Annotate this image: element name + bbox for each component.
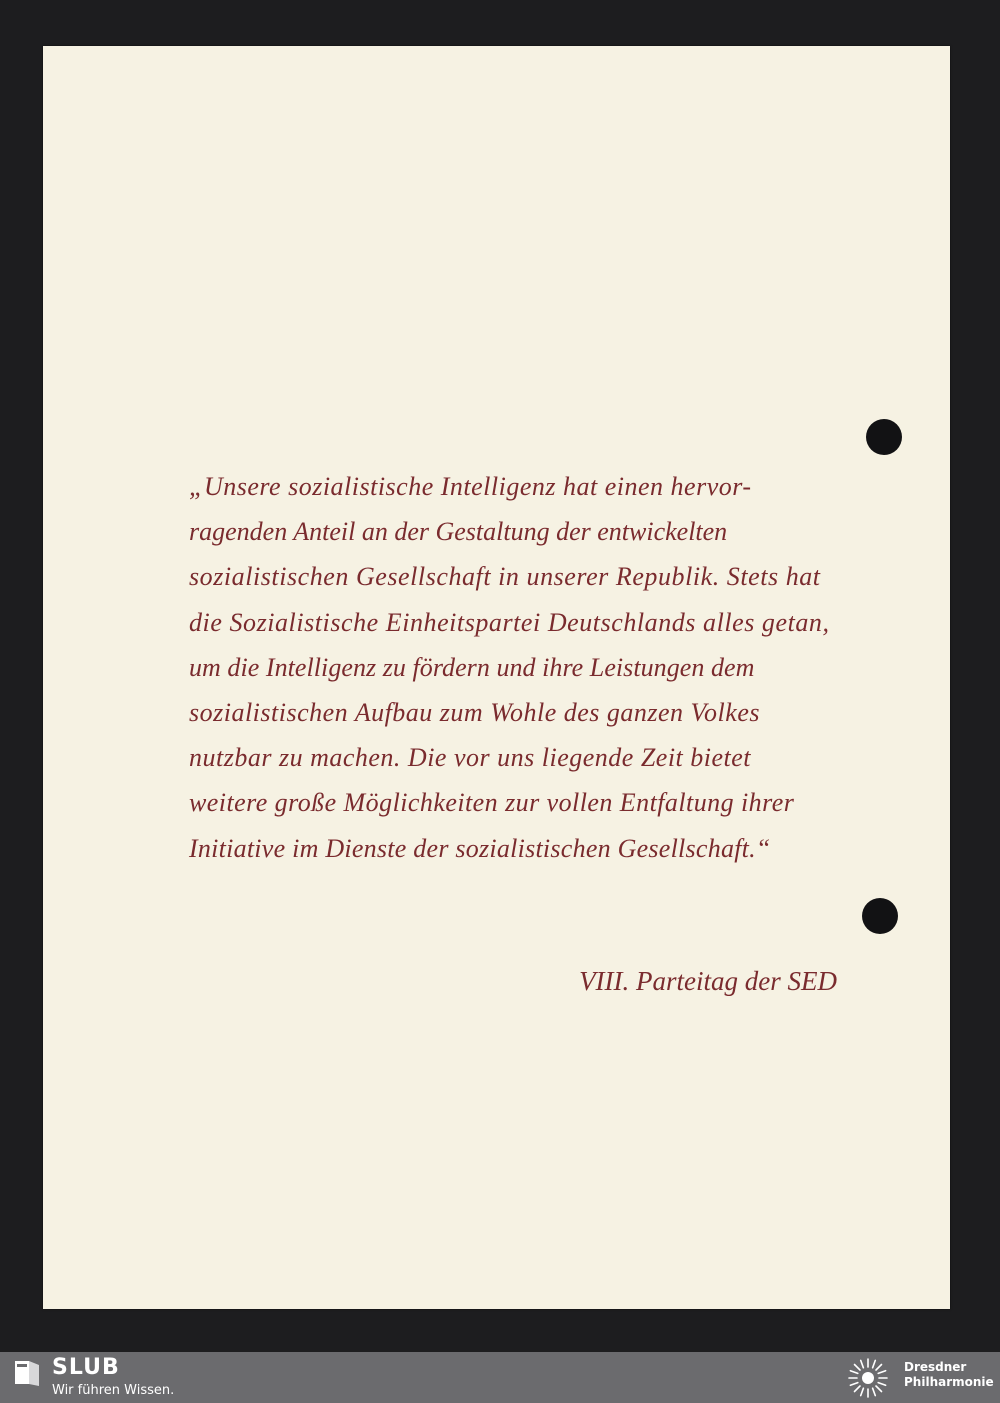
- quote-line: ragenden Anteil an der Gestaltung der entwickelten: [189, 517, 728, 547]
- partner-name-line1: Dresdner: [904, 1360, 967, 1374]
- library-tagline: Wir führen Wissen.: [52, 1383, 175, 1398]
- quote-line: die Sozialistische Einheitspartei Deutschlands alles getan,: [189, 607, 830, 637]
- library-name[interactable]: SLUB: [52, 1355, 120, 1380]
- quote-attribution: VIII. Parteitag der SED: [579, 966, 837, 996]
- document-page: [43, 46, 950, 1309]
- quote-block: [189, 464, 849, 871]
- slub-logo-icon[interactable]: [12, 1357, 42, 1387]
- footer-bar: [0, 1352, 1000, 1403]
- quote-line: weitere große Möglichkeiten zur vollen Entfaltung ihrer: [189, 788, 795, 818]
- quote-line: nutzbar zu machen. Die vor uns liegende Zeit bietet: [189, 743, 752, 773]
- partner-name[interactable]: [904, 1360, 994, 1390]
- philharmonie-sunburst-icon[interactable]: [841, 1355, 895, 1401]
- partner-name-line2: Philharmonie: [904, 1375, 994, 1389]
- quote-line: sozialistischen Aufbau zum Wohle des ganzen Volkes: [189, 698, 760, 728]
- quote-line: „Unsere sozialistische Intelligenz hat einen hervor-: [189, 472, 752, 501]
- punch-hole-top: [866, 419, 902, 455]
- quote-line: Initiative im Dienste der sozialistischen Gesellschaft.“: [189, 833, 771, 863]
- quote-line: sozialistischen Gesellschaft in unserer Republik. Stets hat: [189, 562, 821, 592]
- quote-line: um die Intelligenz zu fördern und ihre Leistungen dem: [189, 652, 755, 682]
- punch-hole-bottom: [862, 898, 898, 934]
